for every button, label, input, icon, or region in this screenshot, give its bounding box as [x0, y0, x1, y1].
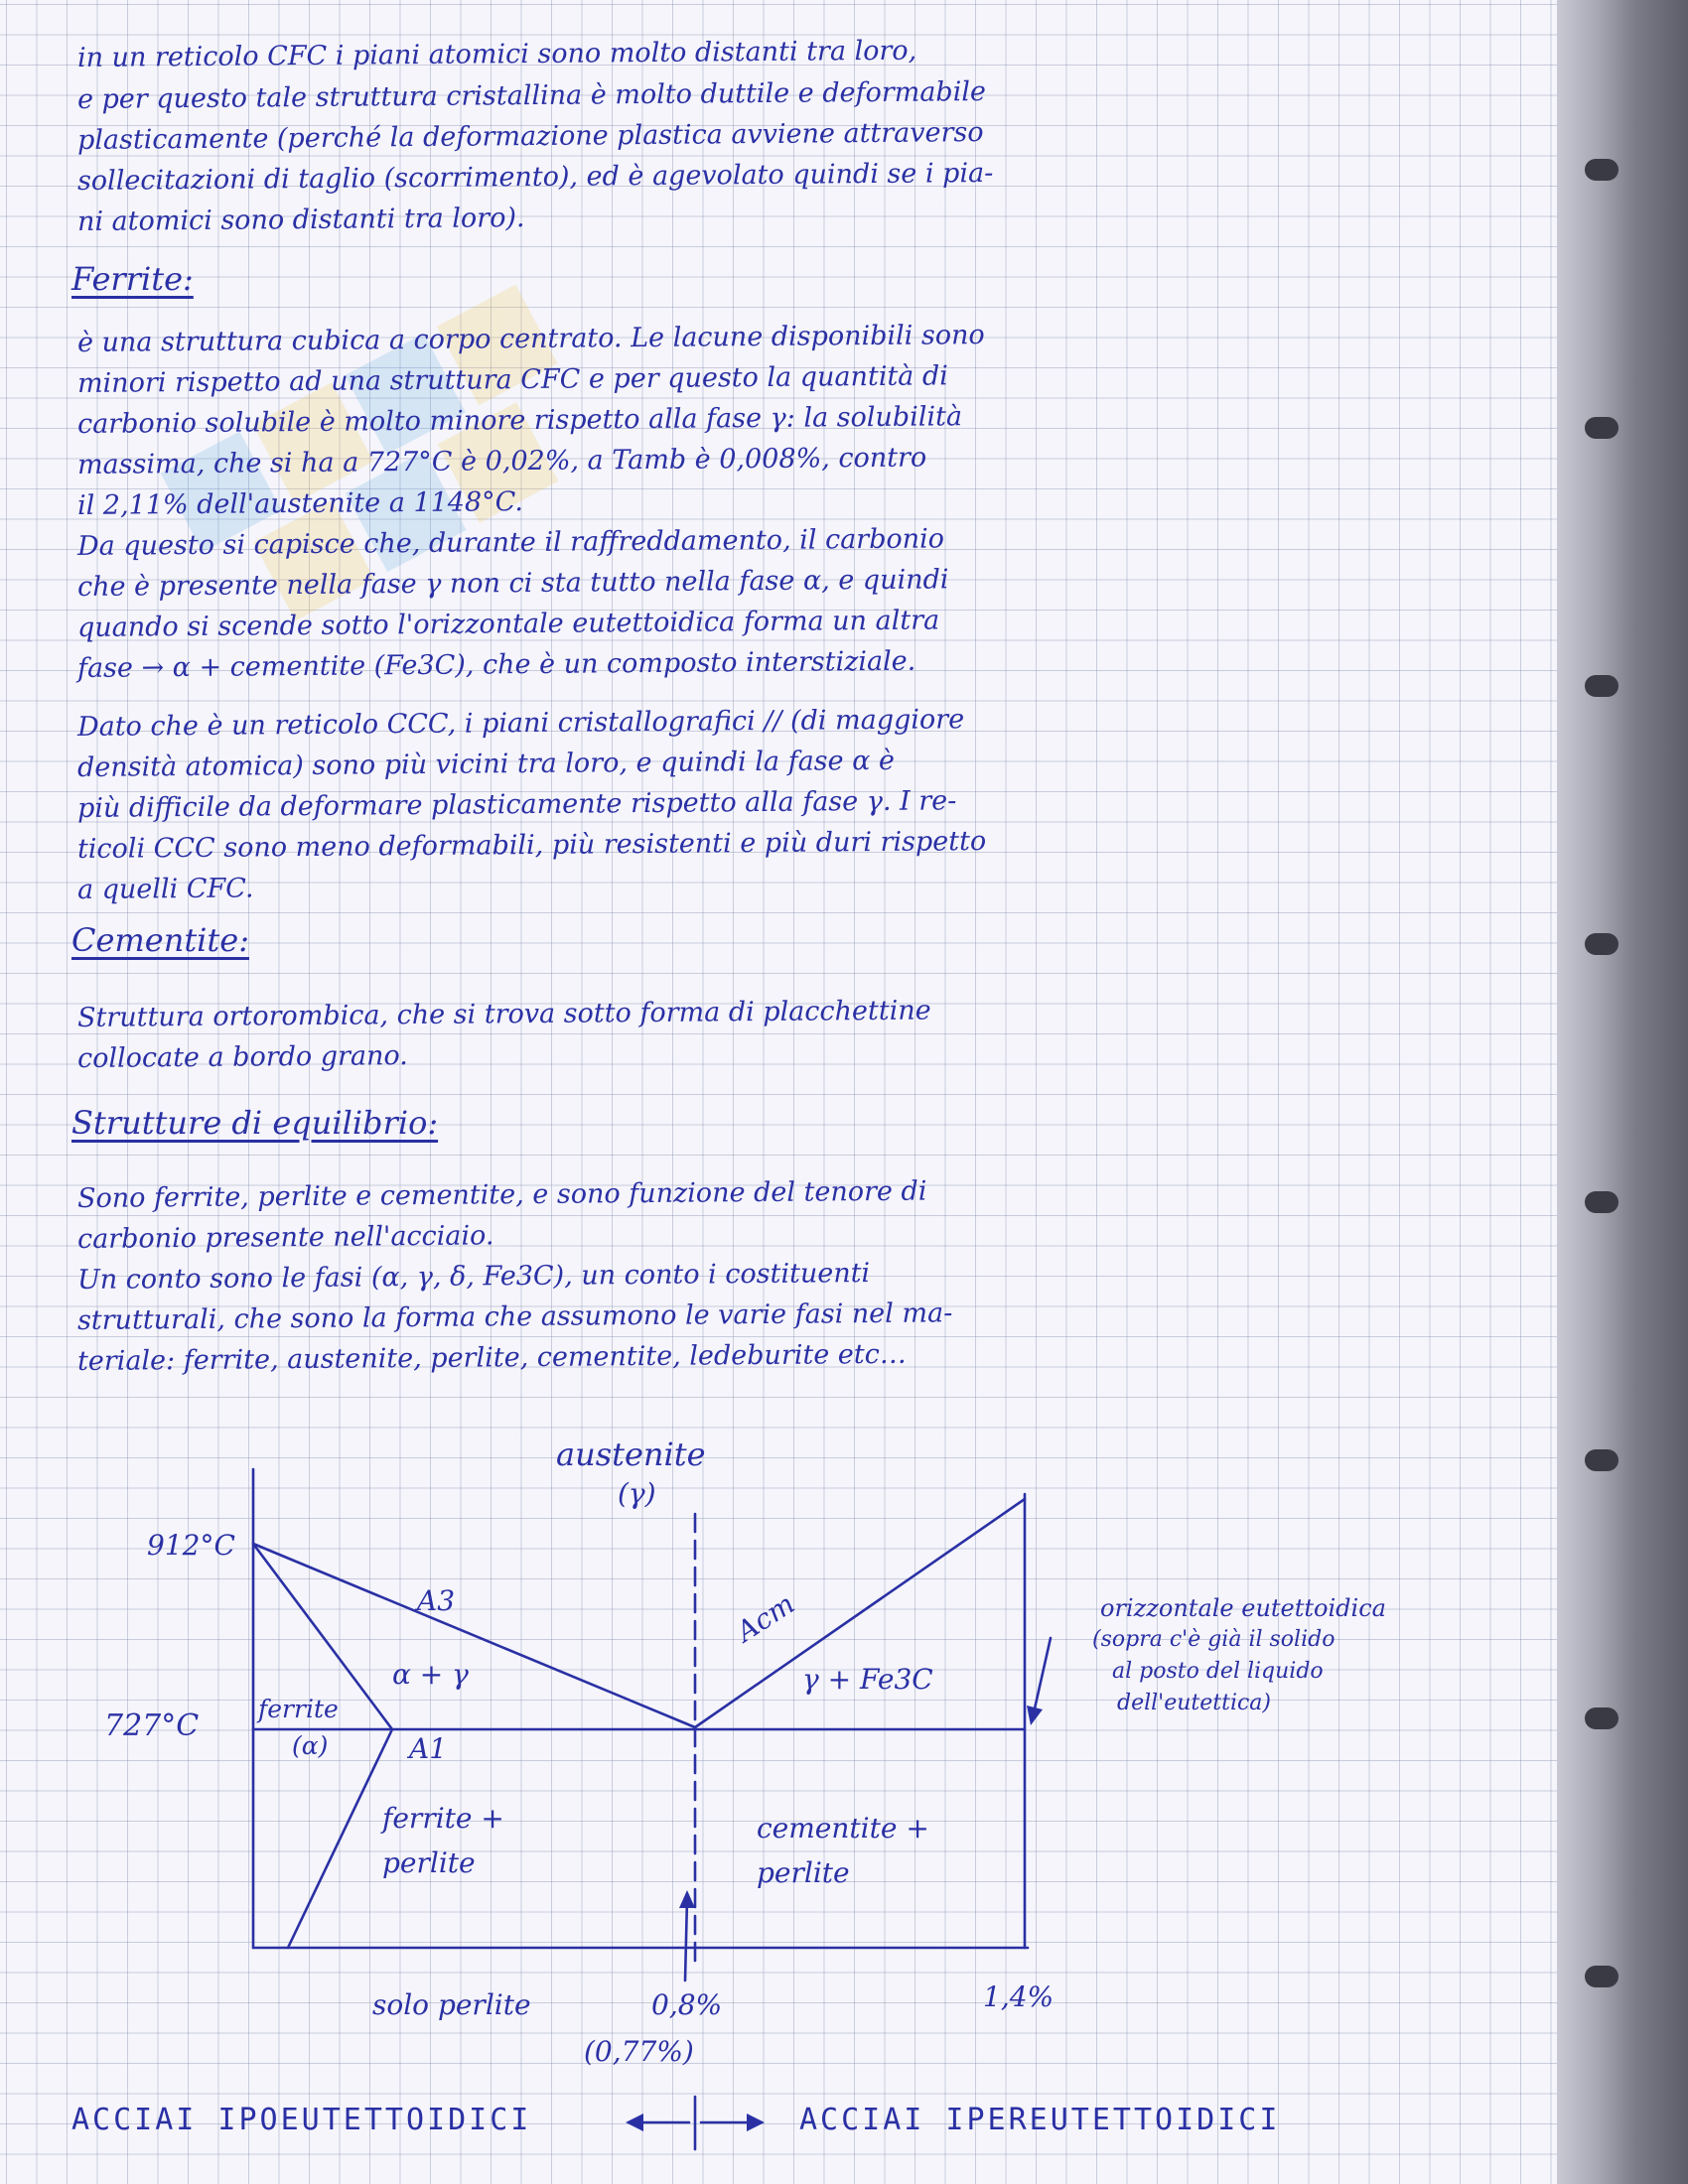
label-912c: 912°C — [147, 1529, 235, 1562]
label-alpha: (α) — [292, 1731, 329, 1760]
perlite-arrowhead — [679, 1890, 695, 1908]
label-acm: Acm — [730, 1586, 801, 1649]
label-gamma: (γ) — [618, 1477, 656, 1510]
note-line-4: dell'eutettica) — [1117, 1691, 1272, 1715]
ferrite-line-7: che è presente nella fase γ non ci sta tutto nella fase α, e quindi — [76, 564, 949, 603]
label-0-8-percent: 0,8% — [651, 1988, 723, 2021]
ferrite-line-5: il 2,11% dell'austenite a 1148°C. — [76, 486, 524, 521]
ferrite-line-9: fase → α + cementite (Fe3C), che è un composto interstiziale. — [76, 645, 916, 684]
label-a3: A3 — [417, 1584, 456, 1617]
equilibrio-line-4: strutturali, che sono la forma che assumono le varie fasi nel ma- — [76, 1297, 953, 1336]
ferrite-line-3: carbonio solubile è molto minore rispetto alla fase γ: la solubilità — [76, 401, 963, 440]
ccc-line-5: a quelli CFC. — [76, 873, 254, 905]
ferrite-line-1: è una struttura cubica a corpo centrato. Le lacune disponibili sono — [76, 320, 985, 358]
cementite-line-2: collocate a bordo grano. — [76, 1040, 408, 1074]
equilibrio-line-1: Sono ferrite, perlite e cementite, e sono funzione del tenore di — [76, 1175, 927, 1214]
label-a1: A1 — [409, 1732, 448, 1765]
ccc-line-2: densità atomica) sono più vicini tra loro, e quindi la fase α è — [76, 745, 896, 783]
iper-arrowhead — [747, 2114, 765, 2131]
label-perlite-right: perlite — [757, 1856, 850, 1889]
label-0-77-percent: (0,77%) — [584, 2035, 694, 2068]
label-acciai-ipereutettoidici: ACCIAI IPEREUTETTOIDICI — [799, 2103, 1281, 2137]
label-ferrite: ferrite — [258, 1695, 339, 1723]
label-austenite: austenite — [556, 1435, 706, 1473]
intro-line-3: plasticamente (perché la deformazione plastica avviene attraverso — [76, 117, 984, 156]
ferrite-line-4: massima, che si ha a 727°C è 0,02%, a Tamb è 0,008%, contro — [76, 442, 927, 480]
equilibrio-line-5: teriale: ferrite, austenite, perlite, cementite, ledeburite etc… — [76, 1338, 907, 1377]
ferrite-line-2: minori rispetto ad una struttura CFC e per questo la quantità di — [76, 360, 948, 399]
ferrite-line-8: quando si scende sotto l'orizzontale eutettoidica forma un altra — [76, 605, 940, 643]
note-line-1: orizzontale eutettoidica — [1100, 1594, 1386, 1622]
equilibrio-line-3: Un conto sono le fasi (α, γ, δ, Fe3C), un conto i costituenti — [76, 1258, 871, 1296]
notebook-binding-edge — [1557, 0, 1688, 2184]
equilibrio-line-2: carbonio presente nell'acciaio. — [76, 1220, 494, 1255]
label-perlite-left: perlite — [382, 1846, 476, 1879]
label-ferrite-plus: ferrite + — [382, 1802, 504, 1835]
ccc-line-4: ticoli CCC sono meno deformabili, più resistenti e più duri rispetto — [76, 826, 987, 865]
label-acciai-ipoeutettoidici: ACCIAI IPOEUTETTOIDICI — [71, 2103, 532, 2137]
intro-line-1: in un reticolo CFC i piani atomici sono molto distanti tra loro, — [76, 35, 917, 73]
label-gamma-fe3c: γ + Fe3C — [802, 1663, 933, 1696]
ipo-arrowhead — [626, 2114, 643, 2131]
intro-line-4: sollecitazioni di taglio (scorrimento), ed è agevolato quindi se i pia- — [76, 157, 994, 197]
label-1-4-percent: 1,4% — [983, 1980, 1055, 2013]
label-727c: 727°C — [104, 1708, 200, 1743]
perlite-arrow — [685, 1898, 687, 1980]
intro-line-2: e per questo tale struttura cristallina è molto duttile e deformabile — [76, 76, 987, 115]
ccc-line-1: Dato che è un reticolo CCC, i piani cristallografici // (di maggiore — [76, 704, 965, 743]
label-alpha-gamma: α + γ — [392, 1658, 469, 1691]
note-arrow — [1033, 1638, 1051, 1717]
heading-strutture-equilibrio: Strutture di equilibrio: — [71, 1104, 439, 1142]
ccc-line-3: più difficile da deformare plasticamente rispetto alla fase γ. I re- — [76, 785, 957, 824]
intro-line-5: ni atomici sono distanti tra loro). — [76, 203, 525, 237]
note-arrowhead — [1027, 1706, 1043, 1725]
label-solo-perlite: solo perlite — [372, 1988, 531, 2021]
note-line-2: (sopra c'è già il solido — [1092, 1627, 1336, 1652]
heading-ferrite: Ferrite: — [71, 260, 194, 298]
ferrite-line-6: Da questo si capisce che, durante il raffreddamento, il carbonio — [76, 523, 945, 562]
cementite-line-1: Struttura ortorombica, che si trova sotto forma di placchettine — [76, 995, 931, 1033]
heading-cementite: Cementite: — [71, 921, 249, 959]
note-line-3: al posto del liquido — [1112, 1659, 1324, 1684]
label-cementite-plus: cementite + — [757, 1812, 929, 1844]
